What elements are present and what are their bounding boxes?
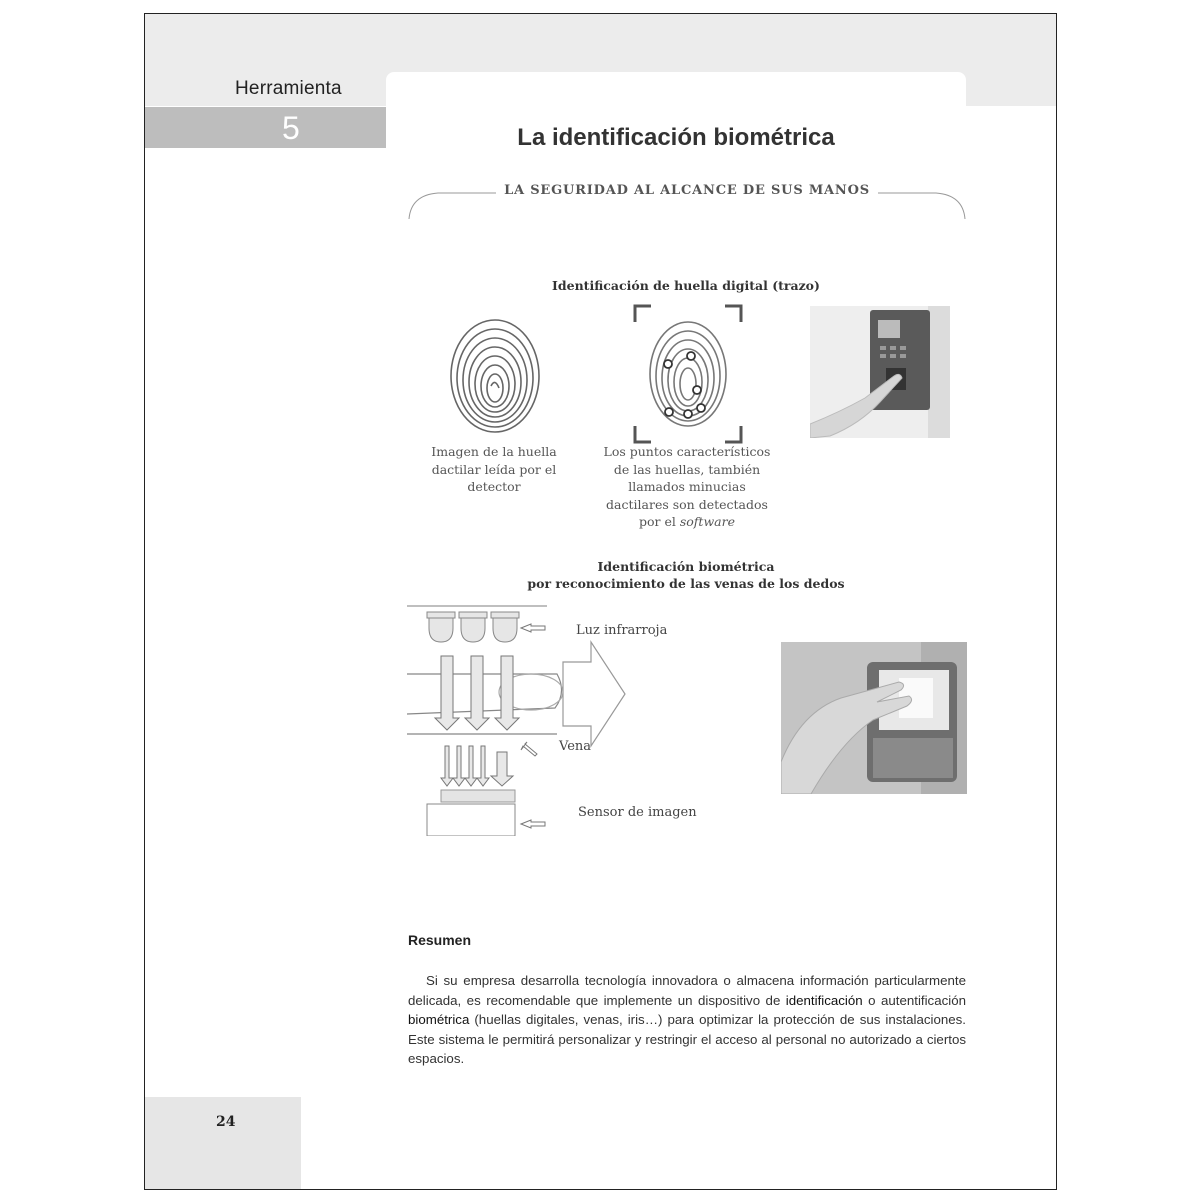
label-infrared-light: Luz infrarroja — [576, 623, 668, 638]
page-number: 24 — [216, 1114, 236, 1130]
fingerprint-scanner-photo — [810, 306, 950, 438]
tool-number-box — [145, 107, 386, 148]
label-vein: Vena — [559, 739, 592, 754]
tool-label: Herramienta — [235, 78, 342, 99]
fingerprint-icon — [445, 316, 545, 436]
vein-scanner-photo — [781, 642, 967, 794]
summary-heading: Resumen — [408, 932, 472, 948]
page-number-box — [145, 1097, 301, 1189]
fingerprint-heading: Identificación de huella digital (trazo) — [552, 278, 820, 293]
document-page — [144, 13, 1057, 1190]
page-subtitle: LA SEGURIDAD AL ALCANCE DE SUS MANOS — [408, 183, 966, 198]
fingerprint-caption-left: Imagen de la huella dactilar leída por el detector — [431, 444, 557, 494]
page-title: La identificación biométrica — [517, 124, 835, 151]
vein-heading: Identificación biométrica por reconocimiento de las venas de los dedos — [527, 559, 845, 591]
label-image-sensor: Sensor de imagen — [578, 805, 697, 820]
summary-paragraph: Si su empresa desarrolla tecnología innovadora o almacena información particularmente delicada, es recomendable que implemente un dispositivo de identificación o autentificación biométrica (huellas digitales, venas, iris…) para optimizar la protección de sus instalaciones. Este sistema le permitirá personalizar y restringir el acceso al personal no autorizado a ciertos espacios. — [408, 973, 966, 1066]
fingerprint-caption-middle: Los puntos característicos de las huellas, también llamados minucias dactilares son detectados por el software — [603, 444, 771, 529]
vein-diagram — [407, 604, 647, 836]
tool-number: 5 — [282, 110, 300, 146]
fingerprint-minutiae-icon — [633, 304, 743, 444]
